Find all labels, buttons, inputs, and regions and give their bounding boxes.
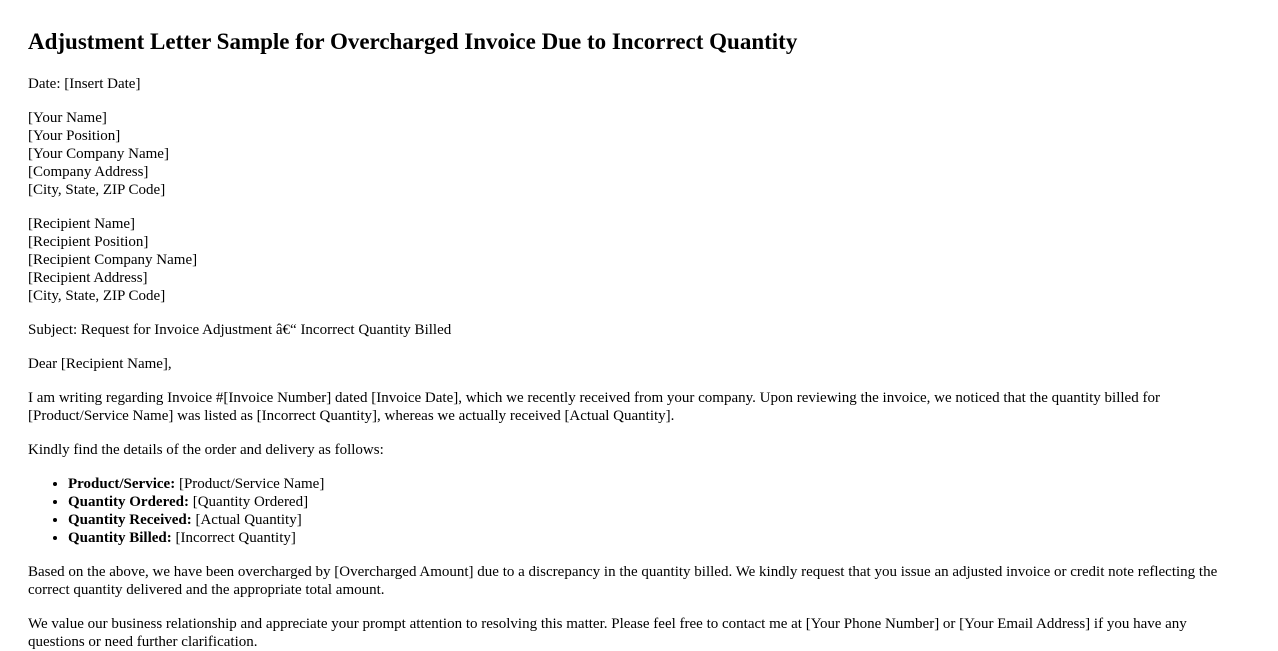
sender-address: [28, 109, 1242, 199]
details-value: [Product/Service Name]: [175, 476, 325, 492]
sender-company-address: [Company Address]: [28, 164, 149, 180]
sender-position: [Your Position]: [28, 128, 121, 144]
sender-company: [Your Company Name]: [28, 146, 169, 162]
recipient-company: [Recipient Company Name]: [28, 252, 198, 268]
recipient-city-state-zip: [City, State, ZIP Code]: [28, 288, 166, 304]
details-value: [Incorrect Quantity]: [171, 530, 296, 546]
details-value: [Actual Quantity]: [191, 512, 302, 528]
body-paragraph-1: I am writing regarding Invoice #[Invoice Number] dated [Invoice Date], which we recently received from your company. Upon reviewing the invoice, we noticed that the quantity billed for [Product/Service Name] was listed as [Incorrect Quantity], whereas we actually received [Actual Quantity].: [28, 390, 1160, 424]
subject-line: Subject: Request for Invoice Adjustment â€“ Incorrect Quantity Billed: [28, 322, 452, 338]
recipient-name: [Recipient Name]: [28, 216, 136, 232]
details-label: Quantity Billed:: [68, 530, 172, 546]
salutation: Dear [Recipient Name],: [28, 356, 172, 372]
details-item-quantity-ordered: [68, 493, 1242, 511]
page-title: Adjustment Letter Sample for Overcharged Invoice Due to Incorrect Quantity: [28, 29, 798, 54]
details-label: Product/Service:: [68, 476, 176, 492]
details-list: [28, 475, 1242, 547]
details-value: [Quantity Ordered]: [188, 494, 309, 510]
details-item-quantity-received: [68, 511, 1242, 529]
recipient-position: [Recipient Position]: [28, 234, 149, 250]
sender-city-state-zip: [City, State, ZIP Code]: [28, 182, 166, 198]
details-item-product: [68, 475, 1242, 493]
date-line: Date: [Insert Date]: [28, 76, 141, 92]
details-intro: Kindly find the details of the order and delivery as follows:: [28, 442, 384, 458]
recipient-address: [28, 215, 1242, 305]
sender-name: [Your Name]: [28, 110, 107, 126]
details-label: Quantity Received:: [68, 512, 192, 528]
details-label: Quantity Ordered:: [68, 494, 189, 510]
body-paragraph-2: Based on the above, we have been overcharged by [Overcharged Amount] due to a discrepancy in the quantity billed. We kindly request that you issue an adjusted invoice or credit note reflecting the correct quantity delivered and the appropriate total amount.: [28, 564, 1218, 598]
body-paragraph-3: We value our business relationship and appreciate your prompt attention to resolving this matter. Please feel free to contact me at [Your Phone Number] or [Your Email Address] if you have any questions or need further clarification.: [28, 616, 1187, 650]
recipient-company-address: [Recipient Address]: [28, 270, 148, 286]
details-item-quantity-billed: [68, 529, 1242, 547]
